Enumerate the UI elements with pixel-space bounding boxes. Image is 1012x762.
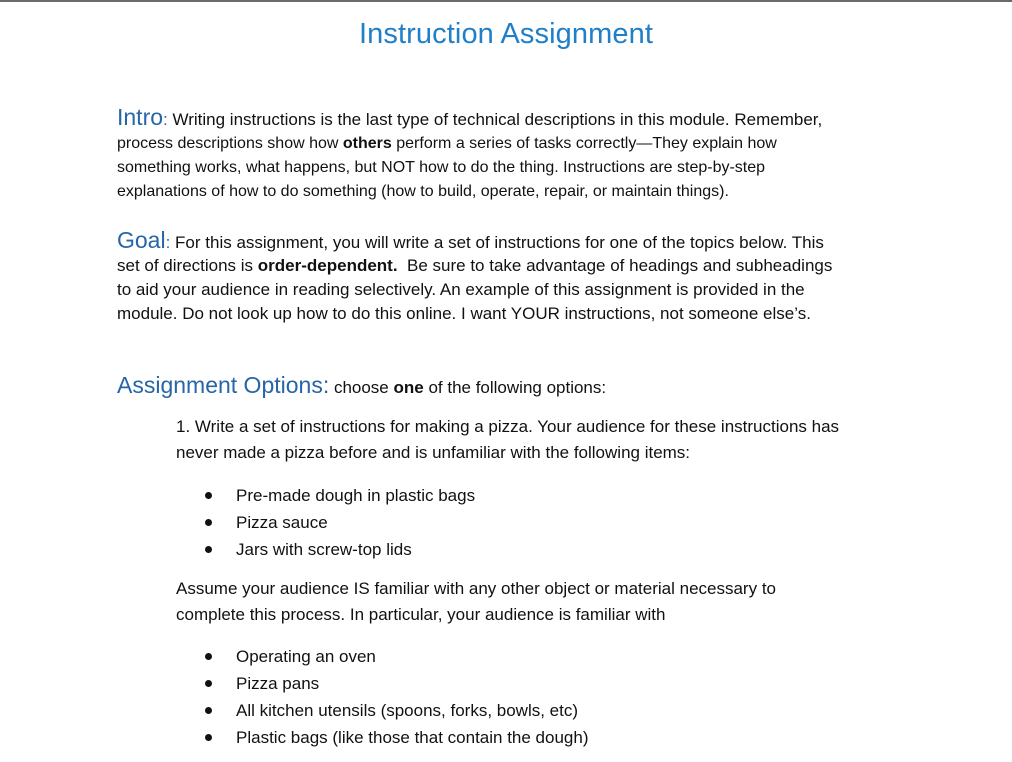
options-section	[117, 370, 907, 400]
bullet-icon	[205, 546, 212, 553]
page-title: Instruction Assignment	[359, 18, 653, 50]
list-item-text: Pizza sauce	[236, 513, 328, 532]
list-item-text: Pre-made dough in plastic bags	[236, 486, 476, 505]
page-top-rule	[0, 0, 1012, 2]
intro-line-2a: process descriptions show how	[117, 135, 343, 152]
goal-line-2a: set of directions is	[117, 256, 258, 275]
list-item-text: Operating an oven	[236, 647, 376, 666]
intro-line-4: explanations of how to do something (how to build, operate, repair, or maintain things).	[117, 183, 729, 200]
unfamiliar-items-list	[202, 482, 902, 563]
bullet-icon	[205, 734, 212, 741]
list-item-text: Pizza pans	[236, 674, 320, 693]
list-item	[202, 482, 902, 509]
list-item	[202, 643, 902, 670]
option-1-line-2: never made a pizza before and is unfamiliar with the following items:	[176, 443, 691, 462]
bullet-icon	[205, 519, 212, 526]
intro-line-2c: perform a series of tasks correctly—They explain how	[391, 135, 777, 152]
list-item-text: Jars with screw-top lids	[236, 540, 412, 559]
option-1-line-1: 1. Write a set of instructions for making a pizza. Your audience for these instructions has	[176, 417, 840, 436]
list-item-text: Plastic bags (like those that contain the dough)	[236, 728, 589, 747]
options-bold-one: one	[393, 378, 424, 397]
list-item-text: All kitchen utensils (spoons, forks, bowls, etc)	[236, 701, 579, 720]
intro-line-3: something works, what happens, but NOT how to do the thing. Instructions are step-by-step	[117, 159, 766, 176]
bullet-icon	[205, 680, 212, 687]
goal-line-2c: Be sure to take advantage of headings and subheadings	[397, 256, 833, 275]
goal-line-4: module. Do not look up how to do this online. I want YOUR instructions, not someone else’s.	[117, 304, 811, 323]
list-item	[202, 697, 902, 724]
assume-line-2: complete this process. In particular, your audience is familiar with	[176, 605, 666, 624]
list-item	[202, 670, 902, 697]
options-text-a: choose	[329, 378, 394, 397]
familiar-items-list	[202, 643, 902, 751]
list-item	[202, 509, 902, 536]
goal-line-3: to aid your audience in reading selectively. An example of this assignment is provided in the	[117, 280, 805, 299]
intro-heading-colon: :	[163, 110, 168, 129]
goal-bold-order-dependent: order-dependent.	[257, 256, 398, 275]
option-1-paragraph	[176, 414, 916, 466]
intro-line-2	[117, 132, 907, 156]
bullet-icon	[205, 653, 212, 660]
goal-line-2	[117, 254, 907, 278]
intro-line-1: Writing instructions is the last type of technical descriptions in this module. Remember,	[167, 110, 823, 129]
assume-paragraph	[176, 576, 916, 628]
intro-section	[117, 103, 907, 204]
bullet-icon	[205, 707, 212, 714]
bullet-icon	[205, 492, 212, 499]
options-text-c: of the following options:	[423, 378, 607, 397]
list-item	[202, 724, 902, 751]
intro-heading: Intro	[117, 104, 164, 130]
goal-section	[117, 226, 907, 326]
intro-bold-others: others	[342, 135, 392, 152]
goal-heading-colon: :	[165, 233, 171, 252]
goal-line-1: For this assignment, you will write a set of instructions for one of the topics below. This	[170, 233, 824, 252]
options-heading: Assignment Options:	[117, 372, 330, 398]
goal-heading: Goal	[117, 227, 166, 253]
assume-line-1: Assume your audience IS familiar with any other object or material necessary to	[176, 579, 776, 598]
list-item	[202, 536, 902, 563]
